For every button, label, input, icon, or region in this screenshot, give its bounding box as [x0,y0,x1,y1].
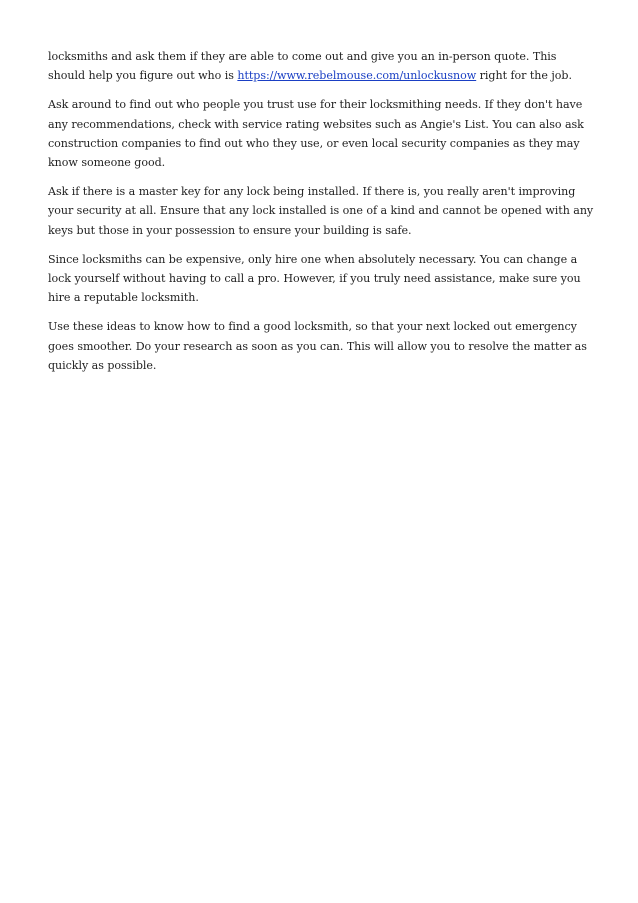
paragraph-4: Since locksmiths can be expensive, only hire one when absolutely necessary. You can change a lock yourself without having to call a pro. However, if you truly need assistance, make sure you hire a reputable locksmith. [48,252,581,305]
document-page [48,47,596,385]
paragraph-1-text-before: locksmiths and ask them if they are able to come out and give you an in-person quote. This should help you figure out who is [48,50,557,83]
paragraph-3: Ask if there is a master key for any lock being installed. If there is, you really aren't improving your security at all. Ensure that any lock installed is one of a kind and cannot be opened with any keys but those in your possession to ensure your building is safe. [48,185,594,237]
paragraph-2: Ask around to find out who people you trust use for their locksmithing needs. If they don't have any recommendations, check with service rating websites such as Angie's List. You can also ask construction companies to find out who they use, or even local security companies as they may know someone good. [48,98,584,170]
paragraph-5: Use these ideas to know how to find a good locksmith, so that your next locked out emergency goes smoother. Do your research as soon as you can. This will allow you to resolve the matter as quickly as possible. [48,320,587,372]
paragraph-1-text-after: right for the job. [476,69,572,83]
rebelmouse-link[interactable]: https://www.rebelmouse.com/unlockusnow [237,69,477,83]
paragraph-1 [48,47,596,85]
